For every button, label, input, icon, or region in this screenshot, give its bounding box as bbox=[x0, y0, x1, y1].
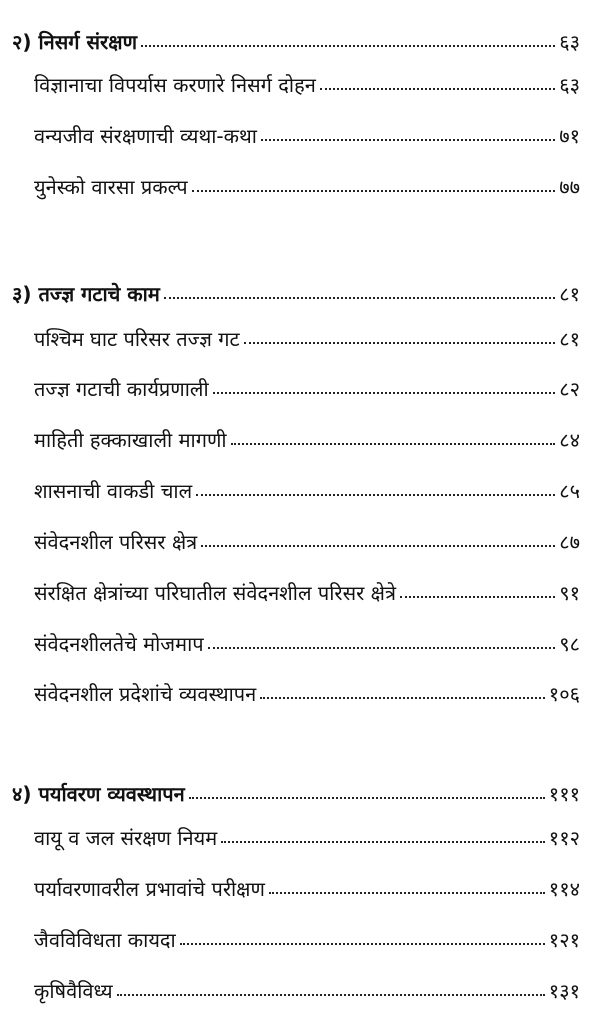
entry-title: विज्ञानाचा विपर्यास करणारे निसर्ग दोहन bbox=[34, 73, 316, 97]
entry-page-number: ६३ bbox=[559, 73, 580, 97]
dot-leader bbox=[221, 841, 545, 843]
toc-entry[interactable] bbox=[34, 824, 580, 852]
toc-entry[interactable] bbox=[34, 71, 580, 99]
entry-title: संवेदनशील परिसर क्षेत्र bbox=[34, 530, 198, 554]
entry-page-number: ९८ bbox=[559, 632, 580, 656]
entry-title: संवेदनशीलतेचे मोजमाप bbox=[34, 632, 204, 656]
entry-title: वायू व जल संरक्षण नियम bbox=[34, 826, 218, 850]
section-title: २) निसर्ग संरक्षण bbox=[12, 30, 138, 54]
toc-entry[interactable] bbox=[34, 325, 580, 353]
toc-section-heading[interactable] bbox=[12, 28, 580, 56]
toc-entry[interactable] bbox=[34, 579, 580, 607]
entry-page-number: ११४ bbox=[548, 877, 580, 901]
dot-leader bbox=[196, 494, 555, 496]
dot-leader bbox=[141, 45, 555, 47]
entry-page-number: ८४ bbox=[559, 428, 580, 452]
entry-title: कृषिवैविध्य bbox=[34, 979, 113, 1003]
toc-entry[interactable] bbox=[34, 680, 580, 708]
dot-leader bbox=[213, 392, 556, 394]
dot-leader bbox=[231, 443, 556, 445]
dot-leader bbox=[164, 297, 555, 299]
entry-title: वन्यजीव संरक्षणाची व्यथा-कथा bbox=[34, 124, 257, 148]
entry-title: युनेस्को वारसा प्रकल्प bbox=[34, 175, 188, 199]
section-page-number: ६३ bbox=[559, 30, 580, 54]
toc-entry[interactable] bbox=[34, 426, 580, 454]
entry-title: शासनाची वाकडी चाल bbox=[34, 479, 193, 503]
entry-page-number: ११२ bbox=[548, 826, 580, 850]
toc-entry[interactable] bbox=[34, 375, 580, 403]
toc-entry[interactable] bbox=[34, 630, 580, 658]
toc-section-heading[interactable] bbox=[12, 280, 580, 308]
dot-leader bbox=[261, 139, 555, 141]
entry-page-number: १३१ bbox=[548, 979, 580, 1003]
entry-title: तज्ज्ञ गटाची कार्यप्रणाली bbox=[34, 377, 209, 401]
dot-leader bbox=[208, 647, 556, 649]
dot-leader bbox=[400, 596, 555, 598]
entry-title: पश्चिम घाट परिसर तज्ज्ञ गट bbox=[34, 327, 240, 351]
toc-entry[interactable] bbox=[34, 977, 580, 1005]
toc-entry[interactable] bbox=[34, 122, 580, 150]
entry-title: माहिती हक्काखाली मागणी bbox=[34, 428, 227, 452]
toc-section-heading[interactable] bbox=[12, 780, 580, 808]
dot-leader bbox=[180, 943, 545, 945]
section-title: ४) पर्यावरण व्यवस्थापन bbox=[12, 782, 185, 806]
entry-title: संरक्षित क्षेत्रांच्या परिघातील संवेदनशील परिसर क्षेत्रे bbox=[34, 581, 397, 605]
section-title: ३) तज्ज्ञ गटाचे काम bbox=[12, 282, 160, 306]
dot-leader bbox=[189, 797, 545, 799]
toc-entry[interactable] bbox=[34, 528, 580, 556]
entry-page-number: ८२ bbox=[559, 377, 580, 401]
dot-leader bbox=[192, 190, 556, 192]
toc-entry[interactable] bbox=[34, 875, 580, 903]
entry-page-number: १२१ bbox=[548, 928, 580, 952]
dot-leader bbox=[201, 545, 555, 547]
entry-page-number: ८७ bbox=[559, 530, 580, 554]
entry-page-number: १०६ bbox=[548, 682, 580, 706]
dot-leader bbox=[244, 342, 556, 344]
entry-page-number: ७१ bbox=[559, 124, 580, 148]
dot-leader bbox=[269, 892, 545, 894]
toc-entry[interactable] bbox=[34, 926, 580, 954]
entry-page-number: ८५ bbox=[559, 479, 580, 503]
entry-page-number: ७७ bbox=[559, 175, 580, 199]
entry-page-number: ८१ bbox=[559, 327, 580, 351]
entry-page-number: ९१ bbox=[559, 581, 580, 605]
toc-entry[interactable] bbox=[34, 477, 580, 505]
section-page-number: १११ bbox=[548, 782, 580, 806]
dot-leader bbox=[117, 994, 545, 996]
entry-title: पर्यावरणावरील प्रभावांचे परीक्षण bbox=[34, 877, 265, 901]
section-page-number: ८१ bbox=[559, 282, 580, 306]
dot-leader bbox=[260, 697, 545, 699]
entry-title: संवेदनशील प्रदेशांचे व्यवस्थापन bbox=[34, 682, 257, 706]
entry-title: जैवविविधता कायदा bbox=[34, 928, 176, 952]
toc-entry[interactable] bbox=[34, 173, 580, 201]
dot-leader bbox=[320, 88, 555, 90]
